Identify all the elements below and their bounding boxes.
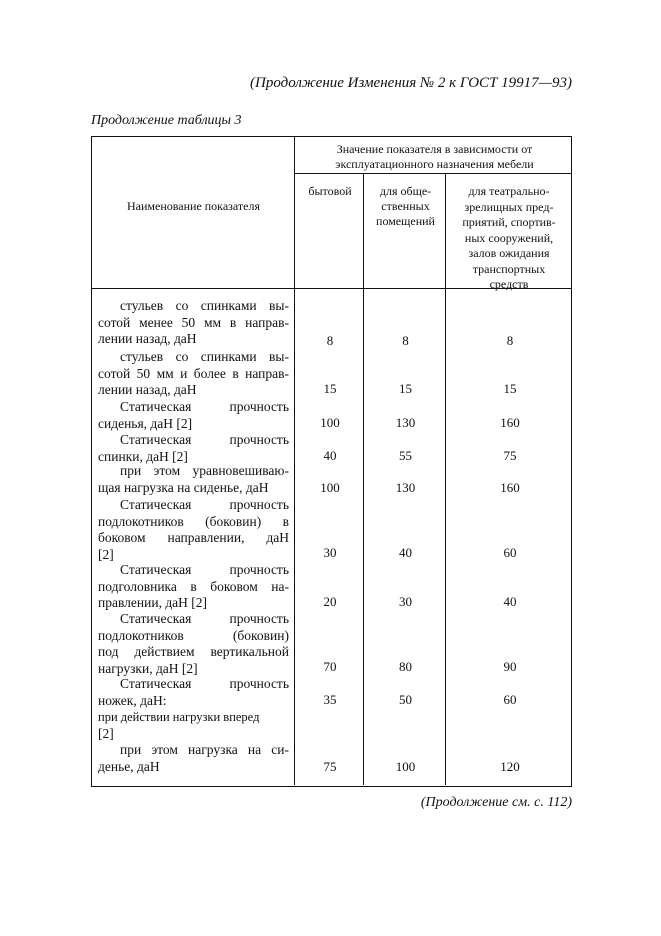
row-label-line: лении назад, даН [98, 331, 197, 346]
header-line: залов ожидания [468, 246, 550, 260]
value-public: 30 [399, 594, 412, 609]
row-label-line: правлении, даН [2] [98, 595, 208, 610]
row-label-line: под действием вертикальной [98, 644, 289, 659]
row-label-line: при этом уравновешиваю- [120, 463, 289, 478]
value-household: 70 [323, 659, 337, 674]
row-label [98, 562, 289, 612]
row-label-line: Статическая прочность [120, 562, 289, 577]
value-theatre: 8 [506, 333, 514, 348]
header-line: для театрально- [468, 184, 550, 198]
row-label-line: Статическая прочность [120, 611, 289, 626]
value-public: 40 [399, 545, 412, 560]
value-theatre: 120 [500, 759, 520, 774]
header-col-theatre [447, 184, 571, 293]
row-label-line: Статическая прочность [120, 432, 289, 447]
row-label [98, 349, 289, 399]
value-public: 8 [402, 333, 409, 348]
value-household: 30 [323, 545, 337, 560]
value-public: 130 [395, 415, 416, 430]
header-line: приятий, спортив- [462, 215, 556, 229]
value-theatre: 40 [503, 594, 517, 609]
row-label [98, 399, 289, 432]
header-line: транспортных [472, 261, 546, 276]
header-col-household [296, 184, 364, 199]
value-public: 130 [395, 480, 416, 495]
header-group-line: Значение показателя в зависимости от [336, 142, 533, 156]
header-line: для обще- [379, 184, 432, 198]
data-table [91, 136, 572, 787]
continuation-note: (Продолжение см. с. 112) [420, 795, 572, 810]
running-head: (Продолжение Изменения № 2 к ГОСТ 19917—93) [250, 75, 572, 91]
header-line: бытовой [308, 184, 352, 198]
value-household: 40 [323, 448, 337, 463]
value-public: 100 [395, 759, 416, 774]
value-household: 20 [323, 594, 337, 609]
row-label-line: подлокотников (боковин) [98, 627, 289, 643]
value-household: 100 [320, 415, 340, 430]
header-line: помещений [376, 214, 435, 228]
value-theatre: 160 [500, 415, 520, 430]
value-theatre: 160 [500, 480, 520, 495]
value-public: 15 [399, 381, 412, 396]
header-col-public [365, 184, 446, 229]
row-label-line: спинки, даН [2] [98, 448, 188, 464]
row-label [98, 463, 289, 496]
row-label-line: стульев со спинками вы- [120, 298, 289, 313]
value-public: 55 [399, 448, 412, 463]
column-divider [294, 137, 295, 785]
row-label-line: сотой 50 мм и более в направ- [98, 365, 289, 381]
row-label-line: щая нагрузка на сиденье, даН [98, 479, 269, 495]
row-label [98, 742, 289, 775]
header-line: ственных [381, 199, 430, 213]
value-theatre: 60 [503, 545, 517, 560]
row-label [98, 611, 289, 677]
header-group-divider [294, 173, 571, 174]
row-label-line: при действии нагрузки вперед [98, 710, 260, 724]
header-line: средств [489, 277, 529, 291]
value-theatre: 75 [503, 448, 517, 463]
value-household: 8 [326, 333, 334, 348]
row-label-line: при этом нагрузка на си- [120, 742, 289, 757]
value-household: 15 [323, 381, 337, 396]
row-label-line: Статическая прочность [120, 676, 289, 691]
value-theatre: 15 [503, 381, 517, 396]
table-caption: Продолжение таблицы 3 [91, 113, 242, 128]
row-label [98, 432, 289, 465]
value-household: 35 [323, 692, 337, 707]
value-theatre: 60 [503, 692, 517, 707]
row-label-line: лении назад, даН [98, 382, 197, 397]
row-label-line: денье, даН [98, 758, 160, 774]
row-label-line: подголовника в боковом на- [98, 578, 289, 594]
row-label-line: [2] [98, 725, 114, 741]
row-label [98, 298, 289, 348]
row-label-line: стульев со спинками вы- [120, 349, 289, 364]
row-label-line: Статическая прочность [120, 497, 289, 512]
row-label [98, 676, 289, 742]
row-label-line: подлокотников (боковин) в [98, 513, 289, 529]
row-label-line: Статическая прочность [120, 399, 289, 414]
value-household: 75 [323, 759, 337, 774]
header-group-line: эксплуатационного назначения мебели [335, 157, 534, 171]
row-label-line: ножек, даН: [98, 692, 167, 708]
header-name-column: Наименование показателя [127, 199, 260, 213]
header-group-title [296, 142, 573, 172]
value-public: 80 [399, 659, 412, 674]
row-label-line: боковом направлении, даН [98, 530, 289, 545]
value-theatre: 90 [503, 659, 517, 674]
row-label-line: [2] [98, 546, 114, 562]
value-public: 50 [399, 692, 412, 707]
row-label-line: нагрузки, даН [2] [98, 660, 198, 676]
header-line: ных сооружений, [464, 230, 554, 245]
value-household: 100 [320, 480, 340, 495]
row-label-line: сотой менее 50 мм в направ- [98, 314, 289, 330]
row-label [98, 497, 289, 563]
header-line: зрелищных пред- [464, 199, 554, 214]
row-label-line: сиденья, даН [2] [98, 415, 193, 431]
